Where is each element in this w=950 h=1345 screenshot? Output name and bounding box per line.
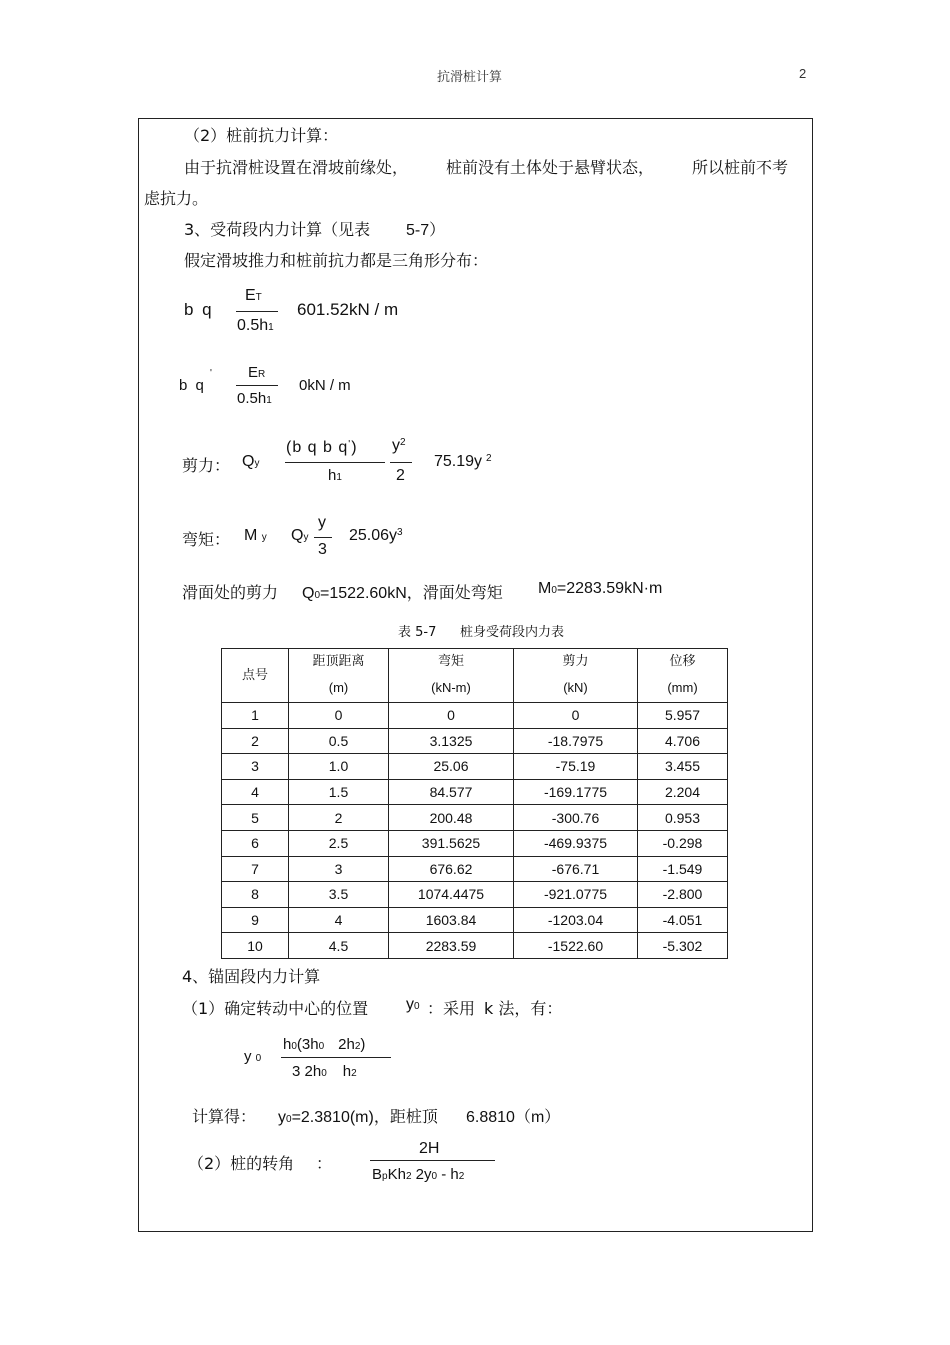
table-row — [222, 907, 728, 933]
header-distance: 距顶距离 (m) — [289, 649, 389, 703]
table-cell: 2283.59 — [389, 933, 514, 959]
rotation-eq-denominator: BpKh2 2y0 - h2 — [372, 1166, 465, 1183]
table-cell: 4.706 — [638, 728, 728, 754]
table-cell: -1203.04 — [514, 907, 638, 933]
eq1-value: 601.52 — [297, 300, 349, 319]
eq1-lhs: b q — [184, 300, 214, 319]
table-cell: 6 — [222, 830, 289, 856]
table-row — [222, 728, 728, 754]
table-row — [222, 882, 728, 908]
eq2-prime: ' — [210, 368, 212, 379]
table-cell: 0 — [514, 703, 638, 729]
eq2-denominator: 0.5h1 — [237, 390, 272, 407]
section-4-2-colon: ： — [316, 1154, 333, 1173]
y0-eq-lhs: y 0 — [244, 1048, 262, 1065]
table-cell: -2.800 — [638, 882, 728, 908]
y0-eq-fraction-bar — [281, 1057, 391, 1058]
table-cell: 1603.84 — [389, 907, 514, 933]
section-2-text-c: 所以桩前不考 — [692, 158, 789, 177]
eq2-value: 0kN / m — [299, 377, 351, 394]
table-cell: -469.9375 — [514, 830, 638, 856]
moment-label: 弯矩： — [182, 530, 231, 549]
eq2-fraction-bar — [236, 385, 278, 386]
table-cell: 0.5 — [289, 728, 389, 754]
moment-numerator: y — [318, 514, 326, 531]
rotation-eq-fraction-bar — [370, 1160, 495, 1161]
table-header-row — [222, 649, 728, 703]
table-cell: 2.5 — [289, 830, 389, 856]
y0-eq-numerator: h0(3h0 2h2) — [283, 1036, 366, 1053]
shear-fraction2-bar — [390, 462, 412, 463]
table-cell: -4.051 — [638, 907, 728, 933]
table-cell: 9 — [222, 907, 289, 933]
table-row — [222, 830, 728, 856]
section-2-text-d: 虑抗力。 — [144, 189, 209, 208]
table-cell: 10 — [222, 933, 289, 959]
table-cell: 8 — [222, 882, 289, 908]
table-cell: -300.76 — [514, 805, 638, 831]
table-cell: -5.302 — [638, 933, 728, 959]
table-cell: 3 — [289, 856, 389, 882]
table-cell: -18.7975 — [514, 728, 638, 754]
moment-symbol-2: Qy — [291, 527, 309, 544]
table-cell: 0.953 — [638, 805, 728, 831]
moment-symbol: M y — [244, 527, 267, 544]
table-cell: 3.5 — [289, 882, 389, 908]
table-cell: 3.455 — [638, 754, 728, 780]
shear-fraction2-denominator: 2 — [396, 467, 405, 484]
shear-fraction2-numerator: $y^2$ — [392, 437, 406, 454]
slip-moment: M0=2283.59kN·m — [538, 580, 663, 597]
eq1-denominator: 0.5h1 — [237, 317, 274, 334]
table-cell: 4.5 — [289, 933, 389, 959]
table-cell: 1074.4475 — [389, 882, 514, 908]
eq2-lhs: b q — [179, 377, 206, 394]
shear-fraction-bar — [285, 462, 385, 463]
table-cell: 676.62 — [389, 856, 514, 882]
table-cell: 2 — [289, 805, 389, 831]
section-2-text-b: 桩前没有土体处于悬臂状态， — [446, 158, 655, 177]
page-number: 2 — [799, 66, 807, 81]
section-2-title: （2）桩前抗力计算： — [184, 126, 339, 145]
calc-distance: 6.8810（m） — [466, 1109, 561, 1126]
table-cell: 4 — [222, 779, 289, 805]
table-cell: 2.204 — [638, 779, 728, 805]
eq2-numerator: ER — [248, 364, 266, 381]
table-cell: 0 — [289, 703, 389, 729]
eq1-fraction-bar — [236, 311, 278, 312]
table-cell: 25.06 — [389, 754, 514, 780]
document-title: 抗滑桩计算 — [437, 70, 503, 85]
table-caption-number: 表 5-7 — [398, 625, 437, 640]
table-row — [222, 933, 728, 959]
table-cell: -921.0775 — [514, 882, 638, 908]
section-3-assumption: 假定滑坡推力和桩前抗力都是三角形分布： — [184, 251, 489, 270]
table-row — [222, 779, 728, 805]
shear-numerator: (b q b q') — [286, 439, 358, 456]
section-4-1-text-d: k 法，有： — [484, 999, 563, 1018]
table-row — [222, 856, 728, 882]
table-cell: -0.298 — [638, 830, 728, 856]
shear-value: 75.19y $^2$ — [434, 453, 492, 470]
table-cell: 2 — [222, 728, 289, 754]
header-moment: 弯矩 (kN-m) — [389, 649, 514, 703]
section-4-1-text-a: （1）确定转动中心的位置 — [182, 999, 369, 1018]
moment-fraction-bar — [314, 537, 332, 538]
table-caption-title: 桩身受荷段内力表 — [460, 625, 565, 640]
eq1-unit: kN / m — [349, 300, 399, 319]
table-row — [222, 805, 728, 831]
eq1-numerator: ET — [245, 287, 262, 304]
table-cell: 4 — [289, 907, 389, 933]
table-cell: 7 — [222, 856, 289, 882]
table-cell: 5 — [222, 805, 289, 831]
table-cell: 200.48 — [389, 805, 514, 831]
section-2-text-a: 由于抗滑桩设置在滑坡前缘处， — [184, 158, 409, 177]
shear-label: 剪力： — [182, 456, 231, 475]
header-shear: 剪力 (kN) — [514, 649, 638, 703]
moment-denominator: 3 — [318, 541, 327, 558]
table-cell: 84.577 — [389, 779, 514, 805]
table-cell: 1.0 — [289, 754, 389, 780]
table-cell: 3.1325 — [389, 728, 514, 754]
table-cell: 0 — [389, 703, 514, 729]
table-cell: -1522.60 — [514, 933, 638, 959]
table-cell: 5.957 — [638, 703, 728, 729]
slip-text-a: 滑面处的剪力 — [182, 583, 279, 602]
table-row — [222, 703, 728, 729]
internal-force-table — [221, 648, 728, 959]
section-3-title: 3、受荷段内力计算（见表 — [184, 220, 371, 239]
calc-result: y0=2.3810(m)，距桩顶 — [278, 1109, 438, 1126]
table-cell: -676.71 — [514, 856, 638, 882]
slip-shear: Q0=1522.60kN，滑面处弯矩 — [302, 585, 503, 602]
section-4-1-y0: y0 — [406, 996, 420, 1013]
table-cell: -169.1775 — [514, 779, 638, 805]
table-cell: 391.5625 — [389, 830, 514, 856]
section-4-2-title: （2）桩的转角 — [188, 1154, 295, 1173]
table-cell: -75.19 — [514, 754, 638, 780]
rotation-eq-numerator: 2H — [419, 1140, 440, 1157]
section-4-title: 4、锚固段内力计算 — [182, 967, 321, 986]
y0-eq-denominator: 3 2h0 h2 — [292, 1063, 357, 1080]
shear-denominator: h1 — [328, 467, 342, 484]
moment-value: $25.06y^3$ — [349, 527, 403, 544]
header-displacement: 位移 (mm) — [638, 649, 728, 703]
table-row — [222, 754, 728, 780]
shear-symbol: Qy — [242, 453, 260, 470]
section-4-1-text-c: ：采用 — [427, 999, 476, 1018]
section-3-ref: 5-7） — [406, 222, 446, 239]
table-cell: 3 — [222, 754, 289, 780]
table-cell: -1.549 — [638, 856, 728, 882]
header-point: 点号 — [222, 649, 289, 703]
table-cell: 1.5 — [289, 779, 389, 805]
calc-label: 计算得： — [192, 1107, 257, 1126]
table-cell: 1 — [222, 703, 289, 729]
